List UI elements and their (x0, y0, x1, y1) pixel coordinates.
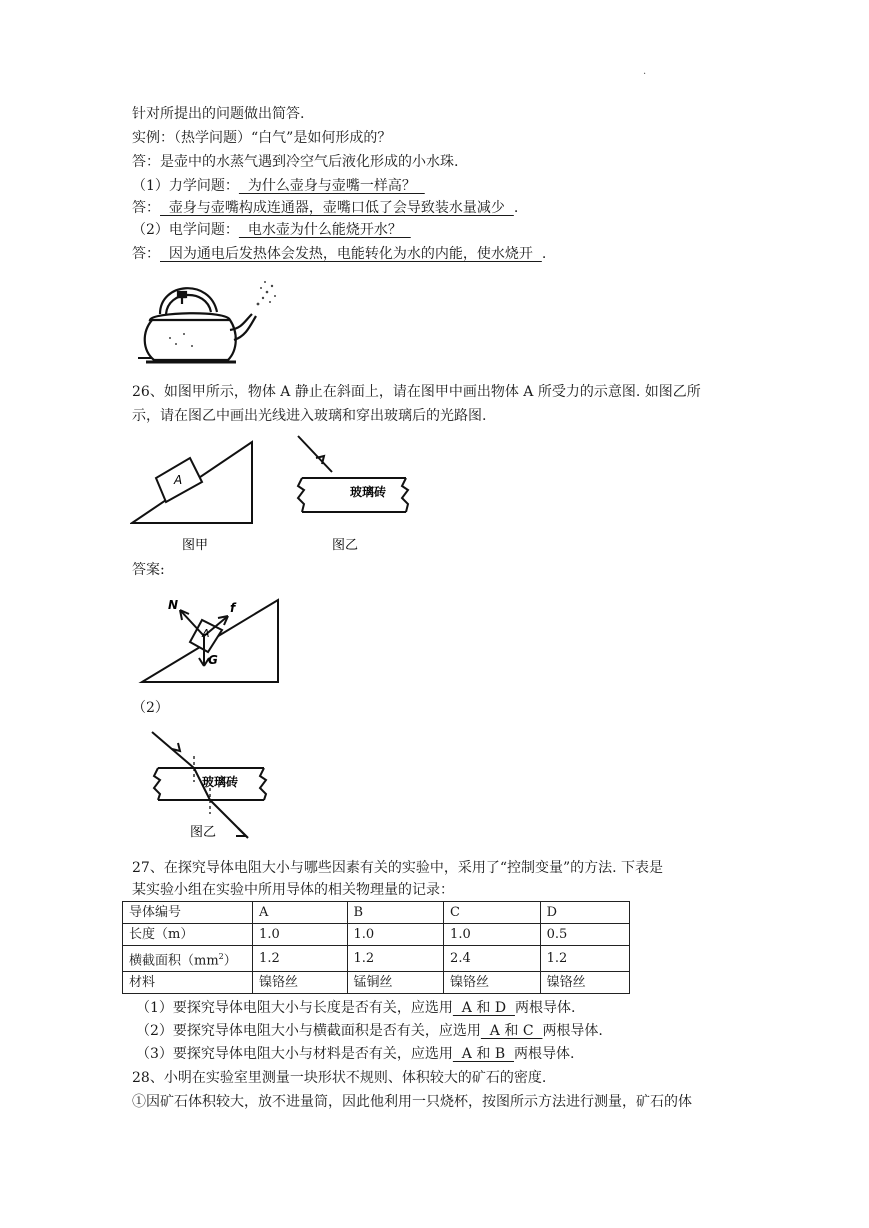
sub1-answer: A 和 D (452, 1000, 515, 1016)
period: . (513, 200, 519, 216)
intro-line-1: 针对所提出的问题做出简答. (132, 106, 305, 122)
sub3-answer: A 和 B (452, 1046, 515, 1062)
table-cell: 1.0 (444, 924, 541, 946)
electric-question: 电水壶为什么能烧开水？ (238, 222, 411, 238)
q28-line-2: ①因矿石体积较大，放不进量筒，因此他利用一只烧杯，按图所示方法进行测量，矿石的体 (132, 1094, 692, 1110)
label-n: N (168, 598, 179, 612)
incident-ray (298, 436, 332, 472)
table-cell: 镍铬丝 (444, 972, 541, 994)
intro-line-3: 答：是壶中的水蒸气遇到冷空气后液化形成的小水珠. (132, 154, 459, 170)
part2-label: （2） (132, 700, 169, 716)
table-cell: 0.5 (540, 924, 629, 946)
electric-question-line (132, 220, 411, 240)
sub2-prefix: （2）要探究导体电阻大小与横截面积是否有关，应选用 (136, 1023, 481, 1039)
fig-jia-caption: 图甲 (182, 538, 209, 553)
conductor-table (122, 901, 630, 994)
q26-line-2: 示，请在图乙中画出光线进入玻璃和穿出玻璃后的光路图. (132, 408, 487, 424)
table-cell: 镍铬丝 (540, 972, 629, 994)
intro-line-2: 实例：（热学问题）“白气”是如何形成的？ (132, 130, 392, 146)
label-g: G (208, 653, 218, 667)
table-cell: B (347, 902, 444, 924)
table-cell: 长度（m） (123, 924, 253, 946)
mechanics-answer: 壶身与壶嘴构成连通器，壶嘴口低了会导致装水量减少 (160, 200, 514, 216)
glass-label: 玻璃砖 (350, 485, 387, 499)
answer-label: 答案: (132, 562, 165, 578)
sub1-suffix: 两根导体. (514, 1000, 576, 1016)
table-header-row (123, 902, 630, 924)
sub2-suffix: 两根导体. (542, 1023, 603, 1039)
q27-sub-3 (136, 1044, 574, 1064)
sub3-prefix: （3）要探究导体电阻大小与材料是否有关，应选用 (136, 1046, 453, 1062)
block-a-label: A (174, 473, 183, 487)
table-cell: 镍铬丝 (253, 972, 347, 994)
q27-sub-2 (136, 1021, 603, 1041)
answer-light-path (150, 724, 280, 850)
sub3-suffix: 两根导体. (514, 1046, 575, 1062)
answer-prefix-2: 答： (132, 246, 160, 262)
q27-line-1: 27、在探究导体电阻大小与哪些因素有关的实验中，采用了“控制变量”的方法. 下表是 (132, 860, 664, 876)
q28-line-1: 28、小明在实验室里测量一块形状不规则、体积较大的矿石的密度. (132, 1070, 547, 1086)
table-cell: 2.4 (444, 946, 541, 972)
answer-force-diagram (138, 590, 284, 690)
table-cell: D (540, 902, 629, 924)
fig-yi-caption: 图乙 (332, 538, 359, 553)
table-cell: 导体编号 (123, 902, 253, 924)
table-cell (123, 946, 253, 972)
q27-line-2: 某实验小组在实验中所用导体的相关物理量的记录： (132, 882, 454, 898)
mechanics-answer-line (132, 198, 518, 218)
label-a: A (202, 627, 210, 640)
table-row (123, 946, 630, 972)
sub2-answer: A 和 C (480, 1023, 543, 1039)
table-cell: 1.0 (253, 924, 347, 946)
figure-yi (292, 432, 412, 554)
table-cell: A (253, 902, 347, 924)
table-row (123, 924, 630, 946)
table-cell: 1.0 (347, 924, 444, 946)
answer-prefix: 答： (132, 200, 160, 216)
ans-caption: 图乙 (190, 825, 217, 840)
table-cell: 材料 (123, 972, 253, 994)
page-marker: . (643, 66, 647, 77)
sub1-prefix: （1）要探究导体电阻大小与长度是否有关，应选用 (136, 1000, 453, 1016)
ans-glass-label: 玻璃砖 (202, 775, 239, 789)
table-cell: 1.2 (540, 946, 629, 972)
area-label: 横截面积（mm (129, 953, 219, 969)
electric-prefix: （2）电学问题： (132, 222, 239, 238)
table-row (123, 972, 630, 994)
kettle-figure (132, 272, 282, 370)
q26-line-1: 26、如图甲所示，物体 A 静止在斜面上，请在图甲中画出物体 A 所受力的示意图. 如图乙所 (132, 384, 701, 400)
figure-jia (130, 432, 260, 554)
table-cell: 锰铜丝 (347, 972, 444, 994)
area-close: ） (223, 953, 237, 969)
mechanics-prefix: （1）力学问题： (132, 178, 239, 194)
electric-answer: 因为通电后发热体会发热，电能转化为水的内能，使水烧开 (160, 246, 542, 262)
period-2: . (541, 246, 547, 262)
mechanics-question-line (132, 176, 425, 196)
table-cell: 1.2 (347, 946, 444, 972)
mechanics-question: 为什么壶身与壶嘴一样高？ (238, 178, 425, 194)
area-superscript: 2 (218, 952, 224, 961)
table-cell: C (444, 902, 541, 924)
q27-sub-1 (136, 998, 575, 1018)
table-cell: 1.2 (253, 946, 347, 972)
electric-answer-line (132, 244, 546, 264)
label-f: f (230, 601, 236, 615)
